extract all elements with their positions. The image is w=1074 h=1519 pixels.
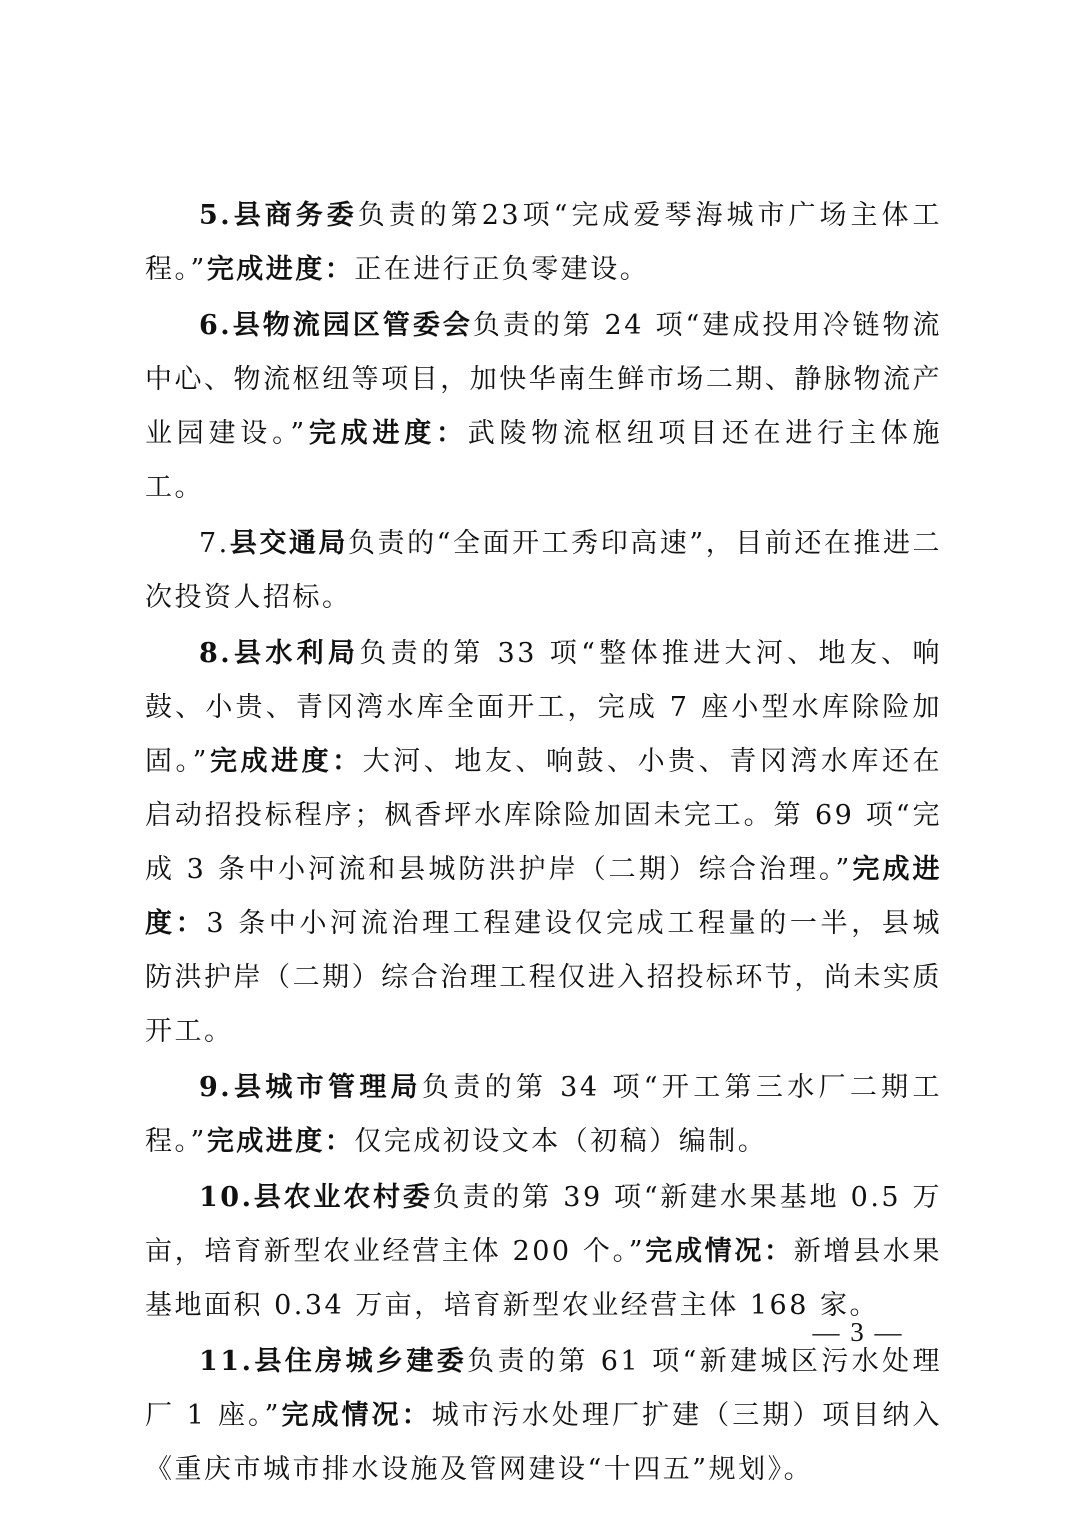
- progress-label: 完成进度：: [306, 418, 468, 449]
- progress-label: 完成进度：: [208, 746, 363, 777]
- progress-text: 大河、地友、响鼓、小贵、青冈湾水库还在启动招投标程序；枫香坪水库除险加固未完工。第 69 项“完成 3 条中小河流和县城防洪护岸（二期）综合治理。”: [145, 746, 943, 885]
- dept-name: 县交通局: [229, 528, 348, 559]
- progress-label: 完成进度：: [206, 254, 355, 285]
- progress-label: 完成进度：: [145, 854, 942, 939]
- progress-text: 新增县水果基地面积 0.34 万亩，培育新型农业经营主体 168 家。: [145, 1236, 943, 1321]
- task-text: 负责的第 39 项“新建水果基地 0.5 万亩，培育新型农业经营主体 200 个。”: [145, 1182, 942, 1267]
- paragraph-5: [145, 189, 942, 297]
- paragraph-6: [145, 299, 942, 515]
- item-number: 7.: [199, 528, 230, 559]
- dept-name: 9.县城市管理局: [199, 1072, 422, 1103]
- dept-name: 8.县水利局: [199, 638, 360, 669]
- task-text: 负责的第 24 项“建成投用冷链物流中心、物流枢纽等项目，加快华南生鲜市场二期、静脉物流产业园建设。”: [145, 310, 943, 449]
- paragraph-9: [145, 1061, 942, 1169]
- dept-name: 5.县商务委: [199, 200, 358, 231]
- progress-text: 仅完成初设文本（初稿）编制。: [354, 1126, 768, 1157]
- task-text: 负责的第 33 项“整体推进大河、地友、响鼓、小贵、青冈湾水库全面开工，完成 7 座小型水库除险加固。”: [145, 638, 943, 777]
- progress-label: 完成情况：: [280, 1400, 432, 1431]
- paragraph-11: [145, 1335, 942, 1497]
- progress-text: 城市污水处理厂扩建（三期）项目纳入《重庆市城市排水设施及管网建设“十四五”规划》。: [145, 1400, 943, 1485]
- task-text: 负责的“全面开工秀印高速”，目前还在推进二次投资人招标。: [145, 528, 943, 613]
- page-number: — 3 —: [812, 1317, 904, 1347]
- document-body: [145, 189, 942, 1497]
- paragraph-8: [145, 627, 942, 1059]
- dept-name: 11.县住房城乡建委: [199, 1346, 468, 1377]
- dept-name: 6.县物流园区管委会: [199, 310, 473, 341]
- task-text: 负责的第 61 项“新建城区污水处理厂 1 座。”: [145, 1346, 942, 1431]
- paragraph-7: [145, 517, 942, 625]
- progress-label: 完成情况：: [645, 1236, 794, 1267]
- task-text: 负责的第 34 项“开工第三水厂二期工程。”: [145, 1072, 942, 1157]
- progress-text: 正在进行正负零建设。: [354, 254, 650, 285]
- task-text: 负责的第23项“完成爱琴海城市广场主体工程。”: [145, 200, 942, 285]
- paragraph-10: [145, 1171, 942, 1333]
- progress-text: 3 条中小河流治理工程建设仅完成工程量的一半，县城防洪护岸（二期）综合治理工程仅进入招投标环节，尚未实质开工。: [145, 908, 943, 1047]
- progress-label: 完成进度：: [206, 1126, 355, 1157]
- dept-name: 10.县农业农村委: [199, 1182, 433, 1213]
- progress-text: 武陵物流枢纽项目还在进行主体施工。: [145, 418, 942, 503]
